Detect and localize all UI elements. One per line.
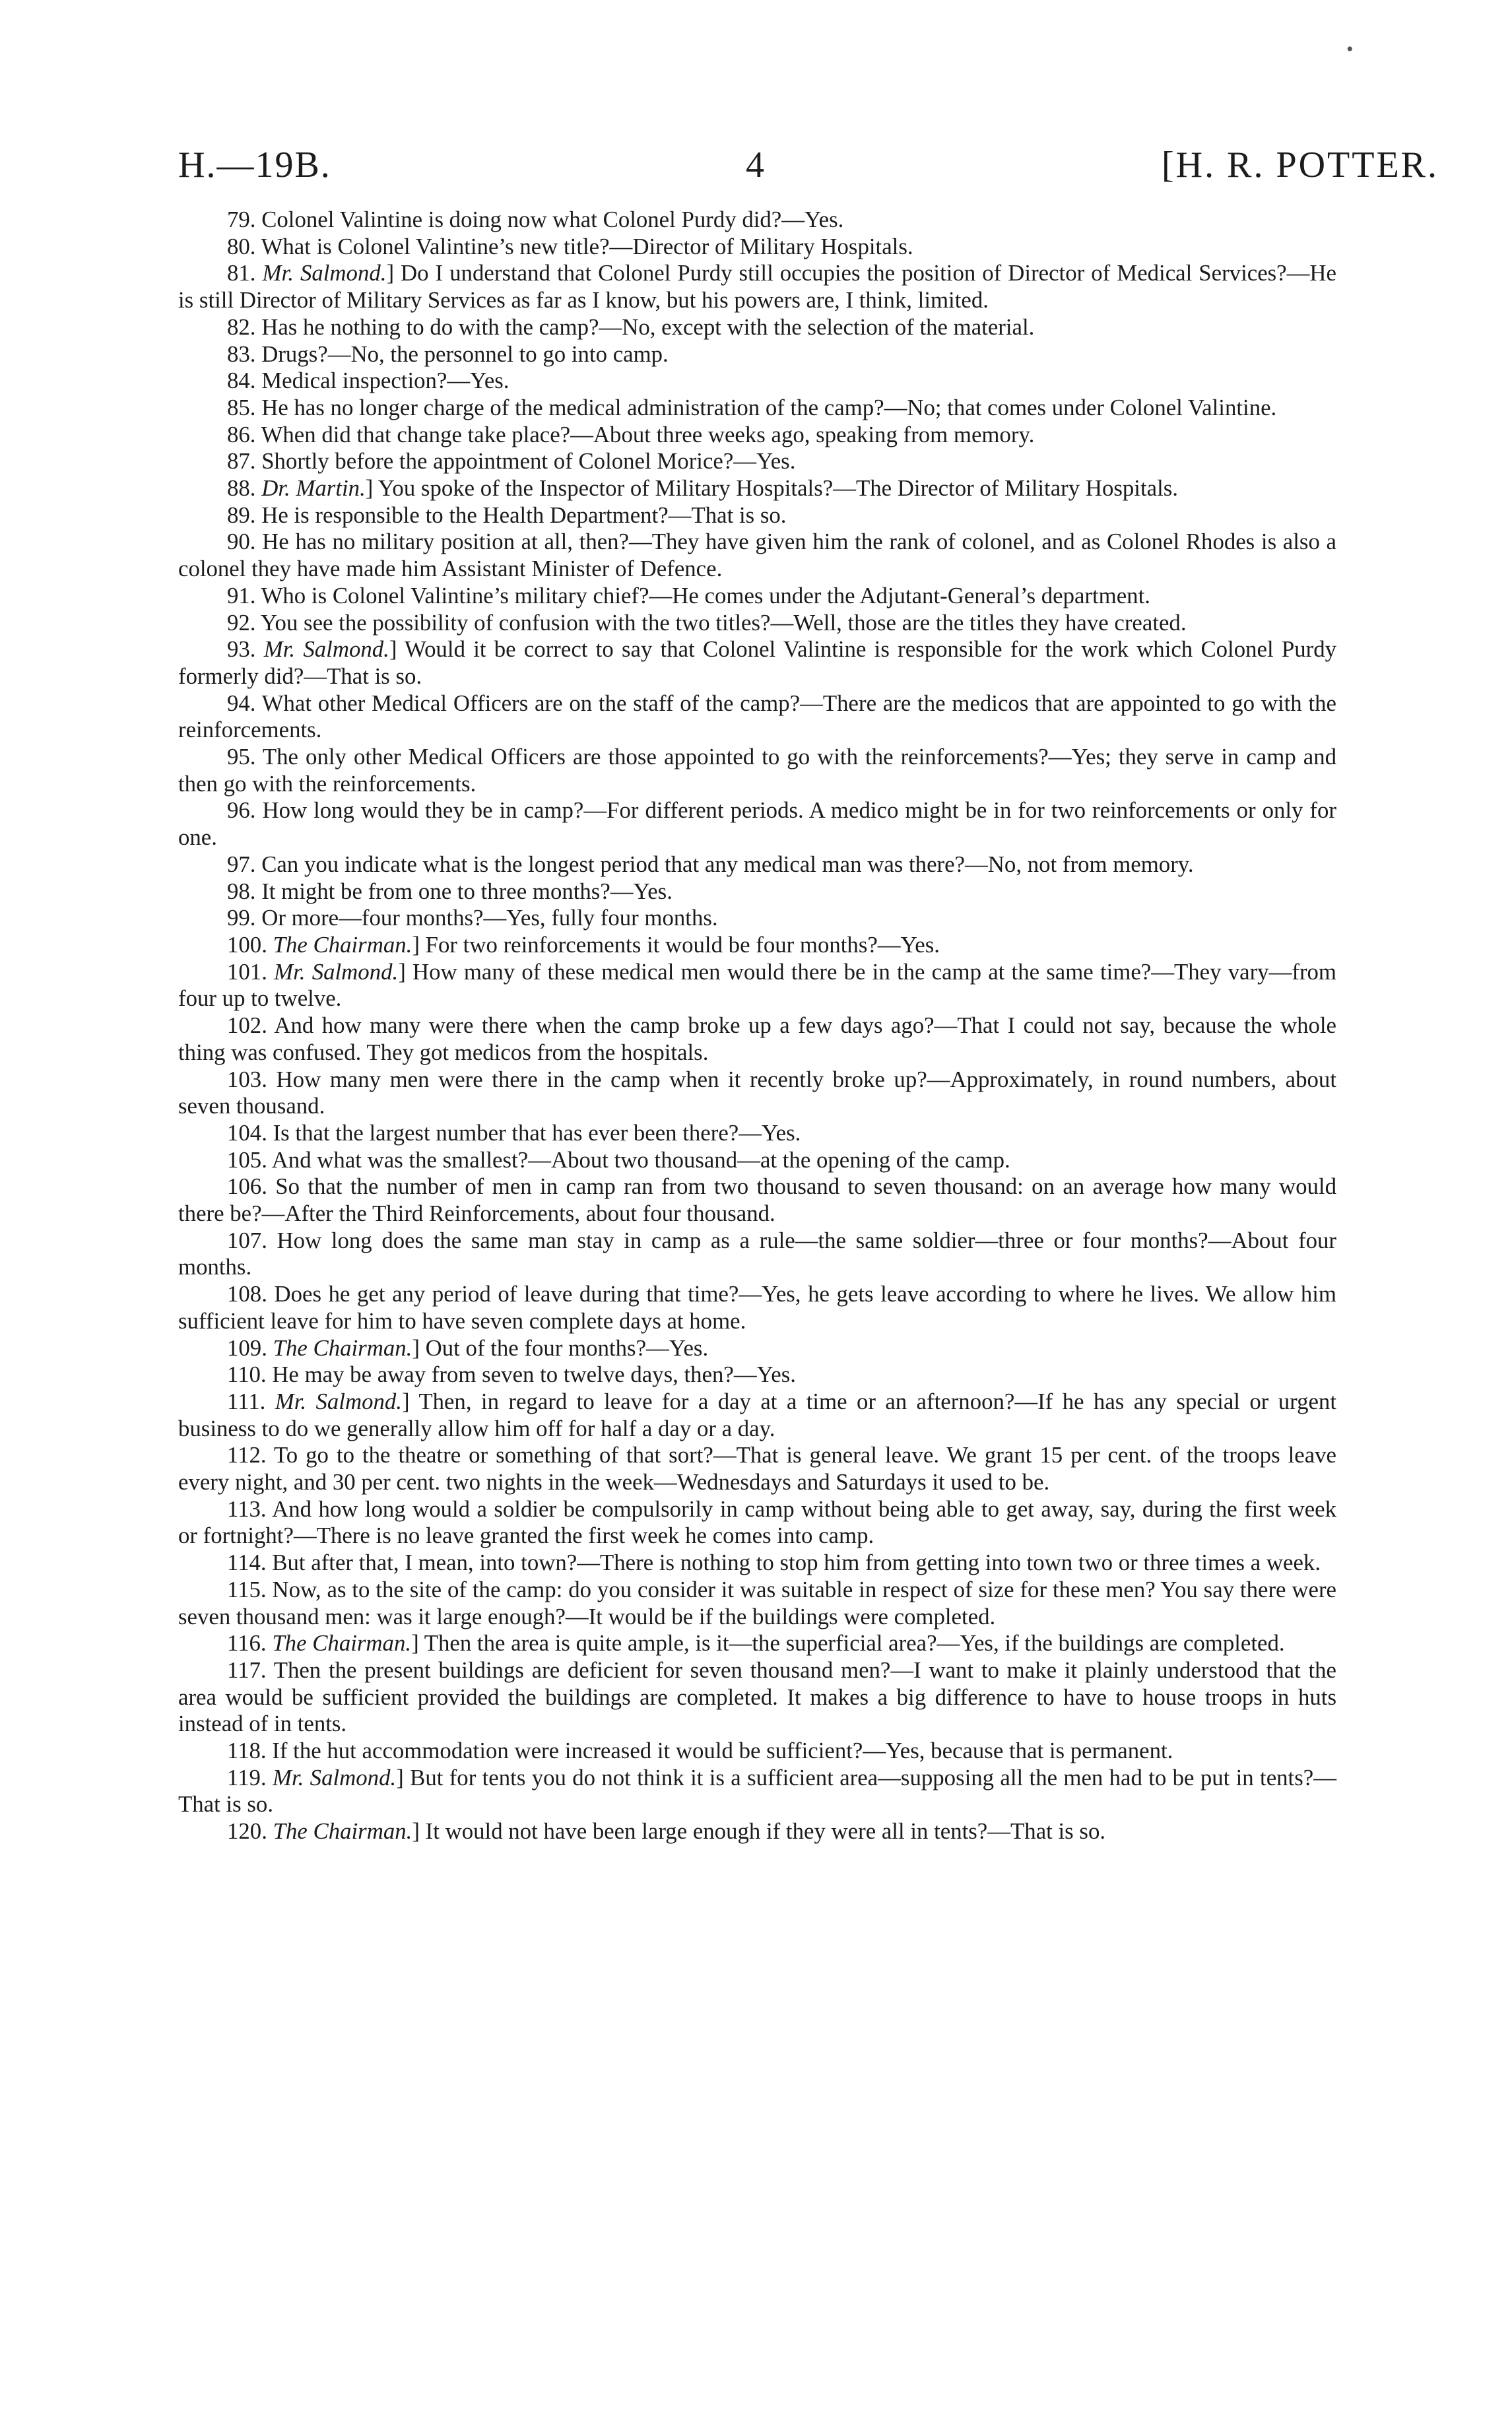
question-92 — [178, 610, 1336, 637]
question-97 — [178, 851, 1336, 878]
witness-name: [H. R. POTTER. — [1162, 145, 1439, 185]
question-115 — [178, 1577, 1336, 1630]
question-109 — [178, 1335, 1336, 1362]
question-number: 100. — [227, 931, 267, 958]
speaker-name: Mr. Salmond. — [262, 260, 387, 286]
speaker-name: Mr. Salmond. — [272, 1764, 397, 1791]
question-104 — [178, 1120, 1336, 1147]
question-number: 109. — [227, 1334, 267, 1361]
question-text: 103. How many men were there in the camp when it recently broke up?—Approximately, in round numbers, about seven thousand. — [178, 1066, 1336, 1119]
question-90 — [178, 529, 1336, 582]
page-number: 4 — [746, 145, 766, 185]
question-114 — [178, 1550, 1336, 1577]
question-text: 97. Can you indicate what is the longest period that any medical man was there?—No, not from memory. — [227, 851, 1194, 877]
question-number: 111. — [227, 1388, 266, 1414]
question-80 — [178, 234, 1336, 261]
question-text: 102. And how many were there when the camp broke up a few days ago?—That I could not say, because the whole thing was confused. They got medicos from the hospitals. — [178, 1012, 1336, 1065]
question-text: 95. The only other Medical Officers are those appointed to go with the reinforcements?—Yes; they serve in camp and then go with the reinforcements. — [178, 744, 1336, 797]
question-88 — [178, 475, 1336, 502]
question-93 — [178, 636, 1336, 690]
question-108 — [178, 1281, 1336, 1334]
question-text: 86. When did that change take place?—About three weeks ago, speaking from memory. — [227, 421, 1035, 447]
question-text: 79. Colonel Valintine is doing now what Colonel Purdy did?—Yes. — [227, 207, 844, 232]
question-text: 94. What other Medical Officers are on the staff of the camp?—There are the medicos that are appointed to go with the reinforcements. — [178, 690, 1336, 743]
speaker-name: Mr. Salmond. — [263, 636, 389, 663]
question-text: 89. He is responsible to the Health Department?—That is so. — [227, 502, 787, 528]
question-91 — [178, 583, 1336, 610]
question-number: 93. — [227, 636, 256, 663]
question-94 — [178, 690, 1336, 744]
question-116 — [178, 1630, 1336, 1657]
question-text: ] Out of the four months?—Yes. — [412, 1334, 709, 1361]
question-text: ] Would it be correct to say that Colonel Valintine is responsible for the work which Colonel Purdy formerly did?—That is so. — [178, 636, 1337, 689]
question-text: 99. Or more—four months?—Yes, fully four months. — [227, 905, 718, 931]
question-text: 80. What is Colonel Valintine’s new title?—Director of Military Hospitals. — [227, 233, 913, 259]
question-118 — [178, 1738, 1336, 1765]
speaker-name: Mr. Salmond. — [275, 1388, 402, 1414]
question-number: 88. — [227, 475, 256, 502]
question-text: 118. If the hut accommodation were increased it would be sufficient?—Yes, because that is permanent. — [227, 1738, 1173, 1764]
question-101 — [178, 959, 1336, 1012]
question-105 — [178, 1147, 1336, 1174]
question-text: ] But for tents you do not think it is a sufficient area—supposing all the men had to be put in tents?—That is so. — [178, 1764, 1337, 1818]
question-107 — [178, 1228, 1336, 1281]
question-110 — [178, 1362, 1336, 1389]
question-text: 115. Now, as to the site of the camp: do you consider it was suitable in respect of size for these men? You say there were seven thousand men: was it large enough?—It would be if the buildings were completed. — [178, 1576, 1336, 1629]
question-102 — [178, 1012, 1336, 1066]
question-number: 119. — [227, 1764, 267, 1791]
question-text: 82. Has he nothing to do with the camp?—No, except with the selection of the material. — [227, 313, 1035, 340]
question-text: 114. But after that, I mean, into town?—There is nothing to stop him from getting into town two or three times a week. — [227, 1550, 1321, 1576]
question-text: 104. Is that the largest number that has ever been there?—Yes. — [227, 1119, 801, 1146]
question-83 — [178, 341, 1336, 368]
question-87 — [178, 448, 1336, 475]
question-text: 106. So that the number of men in camp ran from two thousand to seven thousand: on an average how many would there be?—After the Third Reinforcements, about four thousand. — [178, 1173, 1336, 1227]
question-text: ] How many of these medical men would there be in the camp at the same time?—They vary—from four up to twelve. — [178, 958, 1336, 1012]
question-text: ] Then, in regard to leave for a day at a time or an afternoon?—If he has any special or urgent business to do we generally allow him off for half a day or a day. — [178, 1388, 1337, 1441]
question-number: 120. — [227, 1818, 267, 1845]
question-98 — [178, 878, 1336, 905]
question-text: 87. Shortly before the appointment of Colonel Morice?—Yes. — [227, 448, 796, 475]
question-number: 81. — [227, 260, 256, 286]
question-100 — [178, 932, 1336, 959]
scan-mark-icon: • — [1346, 38, 1354, 60]
evidence-transcript — [178, 207, 1336, 1845]
question-text: ] You spoke of the Inspector of Military Hospitals?—The Director of Military Hospitals. — [365, 475, 1178, 502]
question-117 — [178, 1657, 1336, 1738]
question-text: 112. To go to the theatre or something of that sort?—That is general leave. We grant 15 per cent. of the troops leave every night, and 30 per cent. two nights in the week—Wednesdays and Saturdays it used to be. — [178, 1442, 1336, 1495]
speaker-name: Dr. Martin. — [261, 475, 366, 502]
speaker-name: The Chairman. — [273, 1818, 412, 1845]
question-81 — [178, 260, 1336, 313]
question-112 — [178, 1442, 1336, 1495]
question-text: 90. He has no military position at all, then?—They have given him the rank of colonel, and as Colonel Rhodes is also a colonel they have made him Assistant Minister of Defence. — [178, 529, 1336, 582]
speaker-name: Mr. Salmond. — [274, 958, 399, 985]
question-text: 108. Does he get any period of leave during that time?—Yes, he gets leave according to where he lives. We allow him sufficient leave for him to have seven complete days at home. — [178, 1281, 1336, 1334]
question-119 — [178, 1765, 1336, 1818]
question-84 — [178, 368, 1336, 395]
question-text: ] Then the area is quite ample, is it—the superficial area?—Yes, if the buildings are completed. — [411, 1630, 1285, 1657]
question-number: 116. — [227, 1630, 267, 1657]
question-text: 110. He may be away from seven to twelve days, then?—Yes. — [227, 1362, 796, 1388]
question-120 — [178, 1818, 1336, 1845]
question-text: 84. Medical inspection?—Yes. — [227, 368, 509, 394]
question-99 — [178, 905, 1336, 932]
question-text: 107. How long does the same man stay in camp as a rule—the same soldier—three or four months?—About four months. — [178, 1227, 1336, 1280]
question-text: 98. It might be from one to three months?—Yes. — [227, 878, 673, 904]
question-85 — [178, 395, 1336, 422]
question-89 — [178, 502, 1336, 529]
question-text: ] For two reinforcements it would be four months?—Yes. — [412, 931, 940, 958]
speaker-name: The Chairman. — [272, 1630, 412, 1657]
question-79 — [178, 207, 1336, 234]
question-text: 117. Then the present buildings are deficient for seven thousand men?—I want to make it plainly understood that the area would be sufficient provided the buildings are completed. It makes a big difference to have to house troops in huts instead of in tents. — [178, 1657, 1336, 1737]
question-text: 92. You see the possibility of confusion with the two titles?—Well, those are the titles they have created. — [227, 609, 1187, 636]
question-113 — [178, 1496, 1336, 1550]
question-text: 91. Who is Colonel Valintine’s military chief?—He comes under the Adjutant-General’s department. — [227, 582, 1150, 608]
question-95 — [178, 744, 1336, 797]
document-reference: H.—19B. — [178, 145, 331, 185]
speaker-name: The Chairman. — [273, 931, 412, 958]
question-103 — [178, 1067, 1336, 1120]
question-number: 101. — [227, 958, 267, 985]
question-86 — [178, 422, 1336, 449]
question-text: ] Do I understand that Colonel Purdy still occupies the position of Director of Medical Services?—He is still Director of Military Services as far as I know, but his powers are, I think, limited. — [178, 260, 1336, 313]
question-text: 113. And how long would a soldier be compulsorily in camp without being able to get away, say, during the first week or fortnight?—There is no leave granted the first week he comes into camp. — [178, 1495, 1336, 1549]
question-106 — [178, 1173, 1336, 1227]
question-text: 85. He has no longer charge of the medical administration of the camp?—No; that comes under Colonel Valintine. — [227, 394, 1277, 420]
question-96 — [178, 797, 1336, 851]
question-text: 83. Drugs?—No, the personnel to go into camp. — [227, 341, 669, 367]
question-text: 96. How long would they be in camp?—For different periods. A medico might be in for two reinforcements or only for one. — [178, 797, 1336, 851]
question-82 — [178, 314, 1336, 341]
question-text: 105. And what was the smallest?—About two thousand—at the opening of the camp. — [227, 1146, 1010, 1173]
speaker-name: The Chairman. — [273, 1334, 412, 1361]
question-111 — [178, 1389, 1336, 1442]
question-text: ] It would not have been large enough if they were all in tents?—That is so. — [412, 1818, 1106, 1845]
